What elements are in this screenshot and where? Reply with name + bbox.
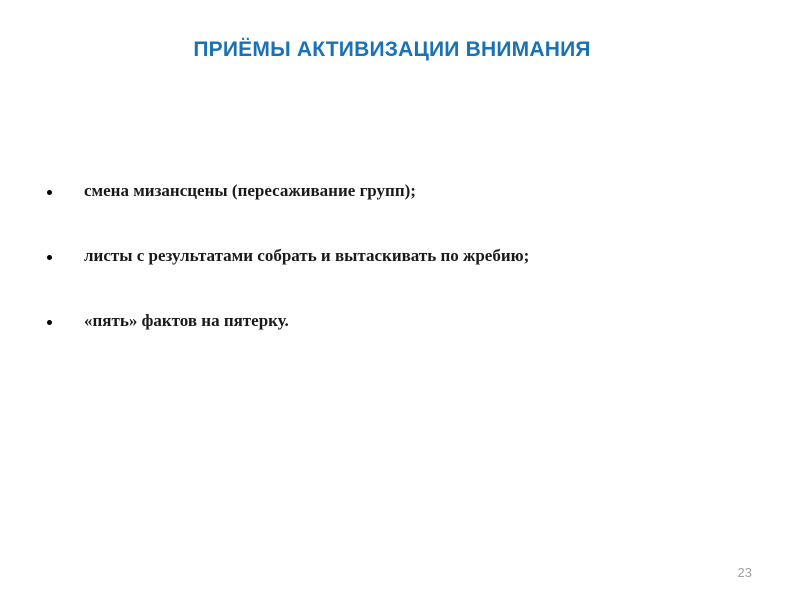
bullet-list (44, 181, 764, 376)
list-item (44, 181, 764, 246)
bullet-dot-icon (47, 255, 52, 260)
bullet-dot-icon (47, 320, 52, 325)
bullet-text: листы с результатами собрать и вытаскивать по жребию; (84, 246, 530, 265)
bullet-dot-icon (47, 190, 52, 195)
bullet-text: смена мизансцены (пересаживание групп); (84, 181, 416, 200)
page-number: 23 (737, 565, 752, 580)
bullet-text: «пять» фактов на пятерку. (84, 311, 289, 330)
list-item (44, 311, 764, 376)
list-item (44, 246, 764, 311)
slide-title: ПРИЁМЫ АКТИВИЗАЦИИ ВНИМАНИЯ (193, 38, 591, 61)
